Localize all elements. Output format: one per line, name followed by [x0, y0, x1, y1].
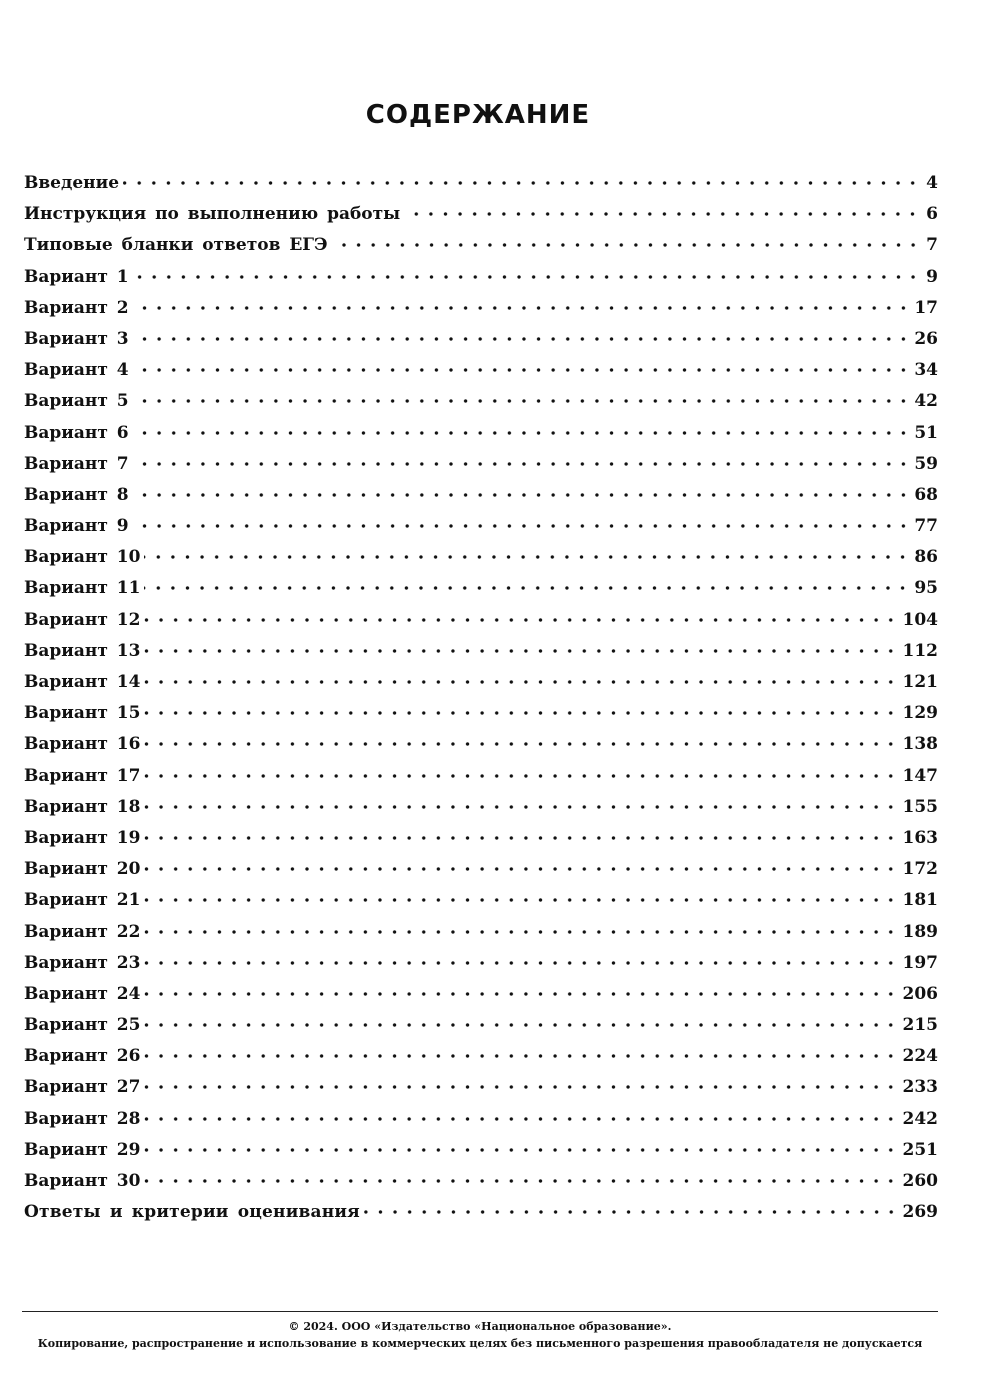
- toc-entry-label: Вариант 10: [24, 547, 141, 568]
- toc-entry-page: 163: [902, 827, 938, 848]
- dot-leader: [144, 773, 898, 779]
- toc-entry-label: Вариант 4: [24, 360, 129, 381]
- dot-leader: [144, 1178, 898, 1184]
- toc-entry-page: 129: [902, 703, 938, 724]
- footer-divider: [22, 1311, 938, 1312]
- toc-entry-label: Вариант 25: [24, 1015, 141, 1036]
- toc-entry-page: 206: [902, 983, 938, 1004]
- toc-row: [24, 511, 938, 542]
- toc-entry-label: Вариант 1: [24, 266, 129, 287]
- dot-leader: [364, 1209, 899, 1215]
- toc-entry-page: 215: [902, 1015, 938, 1036]
- toc-row: [24, 792, 938, 823]
- toc-entry-page: 34: [914, 360, 938, 381]
- dot-leader: [133, 461, 911, 467]
- dot-leader: [133, 274, 920, 280]
- dot-leader: [144, 929, 898, 935]
- toc-entry-label: Вариант 26: [24, 1046, 141, 1067]
- toc-entry-page: 7: [926, 235, 938, 256]
- toc-entry-label: Вариант 18: [24, 796, 141, 817]
- toc-entry-label: Вариант 24: [24, 983, 141, 1004]
- toc-entry-label: Вариант 22: [24, 921, 141, 942]
- toc-entry-label: Вариант 29: [24, 1139, 141, 1160]
- toc-entry-label: Вариант 27: [24, 1077, 141, 1098]
- dot-leader: [144, 1022, 898, 1028]
- toc-row: [24, 1104, 938, 1135]
- toc-row: [24, 605, 938, 636]
- dot-leader: [144, 897, 898, 903]
- dot-leader: [144, 991, 898, 997]
- toc-entry-page: 68: [914, 484, 938, 505]
- footer: [22, 1318, 938, 1352]
- dot-leader: [133, 430, 911, 436]
- dot-leader: [133, 336, 911, 342]
- dot-leader: [144, 1084, 898, 1090]
- toc-row: [24, 948, 938, 979]
- toc-entry-page: 95: [914, 578, 938, 599]
- toc-row: [24, 480, 938, 511]
- toc-entry-page: 59: [914, 453, 938, 474]
- dot-leader: [133, 398, 911, 404]
- toc-row: [24, 885, 938, 916]
- dot-leader: [144, 866, 898, 872]
- toc-entry-page: 6: [926, 204, 938, 225]
- toc-entry-label: Вариант 23: [24, 952, 141, 973]
- toc-entry-label: Вариант 30: [24, 1171, 141, 1191]
- dot-leader: [144, 835, 898, 841]
- toc-row: [24, 823, 938, 854]
- toc-entry-page: 181: [902, 890, 938, 911]
- toc-entry-label: Вариант 15: [24, 703, 141, 724]
- dot-leader: [404, 211, 920, 217]
- page-title: СОДЕРЖАНИЕ: [365, 100, 591, 130]
- table-of-contents: [24, 168, 938, 1228]
- toc-row-answers: [24, 1197, 938, 1228]
- toc-entry-label: Вариант 13: [24, 640, 141, 661]
- toc-row: [24, 199, 938, 230]
- dot-leader: [133, 305, 911, 311]
- toc-entry-label: Вариант 16: [24, 734, 141, 755]
- toc-row: [24, 262, 938, 293]
- toc-entry-page: 242: [902, 1108, 938, 1129]
- toc-entry-page: 260: [902, 1171, 938, 1191]
- toc-entry-label: Вариант 28: [24, 1108, 141, 1129]
- toc-entry-label: Вариант 19: [24, 827, 141, 848]
- toc-entry-label: Введение: [24, 173, 120, 193]
- toc-entry-label: Вариант 7: [24, 453, 129, 474]
- toc-entry-page: 51: [914, 422, 938, 443]
- toc-row: [24, 230, 938, 261]
- toc-row: [24, 355, 938, 386]
- toc-row: [24, 1135, 938, 1166]
- toc-row: [24, 667, 938, 698]
- dot-leader: [332, 242, 920, 248]
- toc-row: [24, 761, 938, 792]
- toc-entry-label: Вариант 11: [24, 578, 141, 599]
- toc-row: [24, 293, 938, 324]
- toc-entry-label: Вариант 6: [24, 422, 129, 443]
- toc-entry-page: 86: [914, 547, 938, 568]
- toc-entry-page: 26: [914, 328, 938, 349]
- dot-leader: [144, 617, 898, 623]
- toc-row: [24, 1166, 938, 1197]
- toc-entry-page: 147: [902, 765, 938, 786]
- dot-leader: [144, 710, 898, 716]
- toc-row: [24, 729, 938, 760]
- toc-row: [24, 449, 938, 480]
- toc-entry-page: 9: [926, 266, 938, 287]
- toc-row: [24, 1041, 938, 1072]
- toc-row: [24, 168, 938, 199]
- toc-entry-page: 77: [914, 516, 938, 537]
- toc-row: [24, 636, 938, 667]
- toc-entry-page: 138: [902, 734, 938, 755]
- copyright-notice: Копирование, распространение и использование в коммерческих целях без письменного разрешения правообладателя не допускается: [37, 1337, 923, 1350]
- dot-leader: [144, 554, 910, 560]
- toc-row: [24, 573, 938, 604]
- toc-entry-page: 104: [902, 609, 938, 630]
- dot-leader: [144, 960, 898, 966]
- toc-entry-label: Вариант 2: [24, 297, 129, 318]
- toc-entry-page: 4: [926, 173, 938, 193]
- toc-row: [24, 542, 938, 573]
- toc-row: [24, 854, 938, 885]
- dot-leader: [133, 367, 911, 373]
- toc-row: [24, 698, 938, 729]
- toc-row: [24, 1010, 938, 1041]
- toc-entry-page: 172: [902, 859, 938, 880]
- dot-leader: [123, 180, 920, 186]
- toc-row: [24, 324, 938, 355]
- toc-entry-page: 197: [902, 952, 938, 973]
- dot-leader: [144, 1116, 898, 1122]
- toc-entry-page: 17: [914, 297, 938, 318]
- toc-row: [24, 386, 938, 417]
- toc-row: [24, 979, 938, 1010]
- toc-entry-label: Вариант 20: [24, 859, 141, 880]
- dot-leader: [133, 492, 911, 498]
- toc-entry-label: Инструкция по выполнению работы: [24, 204, 401, 225]
- toc-entry-label: Вариант 9: [24, 516, 129, 537]
- dot-leader: [144, 585, 910, 591]
- toc-entry-page: 42: [914, 391, 938, 412]
- dot-leader: [133, 523, 911, 529]
- toc-row: [24, 917, 938, 948]
- dot-leader: [144, 804, 898, 810]
- toc-entry-page: 269: [902, 1202, 938, 1223]
- toc-row: [24, 418, 938, 449]
- toc-entry-page: 112: [902, 640, 938, 661]
- toc-entry-page: 251: [902, 1139, 938, 1160]
- toc-entry-label: Вариант 3: [24, 328, 129, 349]
- dot-leader: [144, 679, 898, 685]
- dot-leader: [144, 648, 898, 654]
- toc-entry-page: 155: [902, 796, 938, 817]
- toc-entry-page: 121: [902, 672, 938, 692]
- dot-leader: [144, 1147, 898, 1153]
- toc-entry-page: 224: [902, 1046, 938, 1067]
- toc-entry-label: Вариант 8: [24, 484, 129, 505]
- dot-leader: [144, 741, 898, 747]
- toc-row: [24, 1072, 938, 1103]
- toc-entry-page: 233: [902, 1077, 938, 1098]
- toc-entry-label: Типовые бланки ответов ЕГЭ: [24, 235, 328, 256]
- toc-entry-page: 189: [902, 921, 938, 942]
- toc-entry-label: Вариант 14: [24, 672, 141, 692]
- toc-entry-label: Вариант 12: [24, 609, 141, 630]
- toc-entry-label: Вариант 5: [24, 391, 129, 412]
- toc-entry-label: Вариант 21: [24, 890, 141, 911]
- copyright-line: © 2024. ООО «Издательство «Национальное образование».: [288, 1320, 672, 1333]
- toc-entry-label: Вариант 17: [24, 765, 141, 786]
- dot-leader: [144, 1053, 898, 1059]
- toc-entry-label: Ответы и критерии оценивания: [24, 1202, 360, 1223]
